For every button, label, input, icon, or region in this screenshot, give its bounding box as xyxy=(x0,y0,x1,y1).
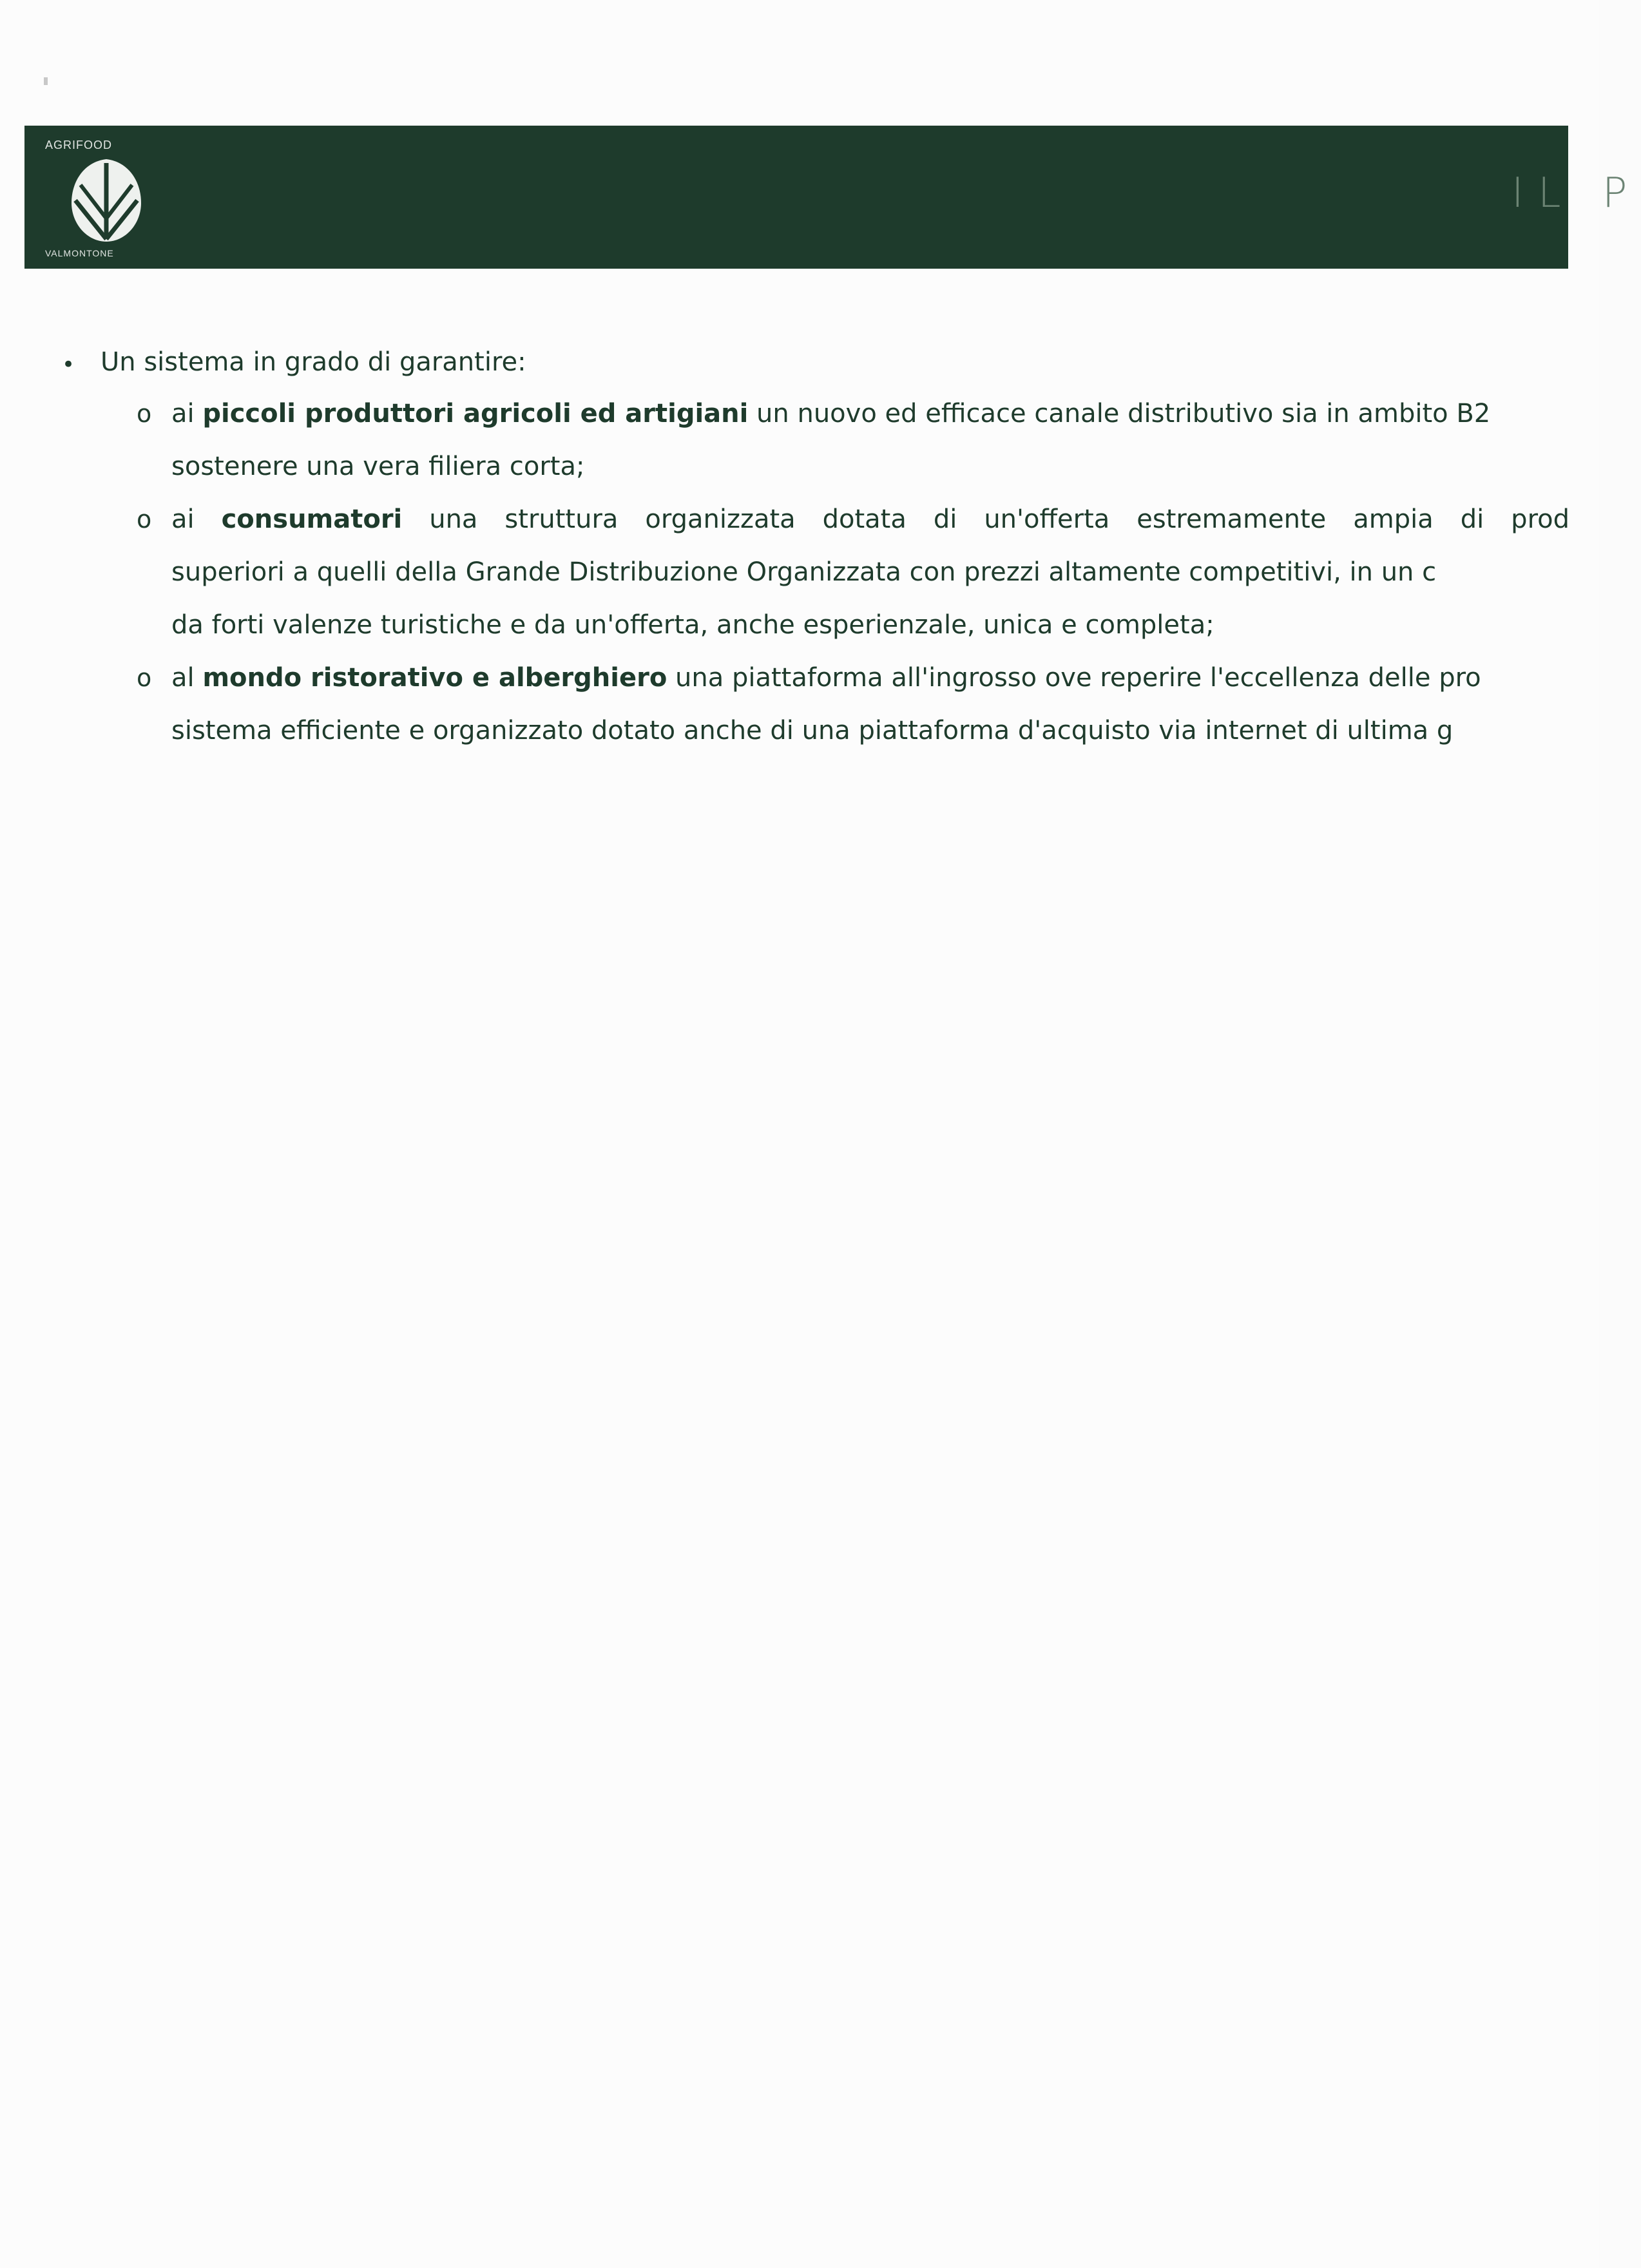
item-3-line-1: al mondo ristorativo e alberghiero una piattaforma all'ingrosso ove reperire l'eccellenza delle pro xyxy=(171,663,1481,693)
sub-bullet-1: o xyxy=(137,399,152,428)
item-1-line-1: ai piccoli produttori agricoli ed artigiani un nuovo ed efficace canale distributivo sia in ambito B2 xyxy=(171,399,1491,428)
item-2-bold: consumatori xyxy=(221,505,403,534)
sub-bullet-3: o xyxy=(137,664,152,692)
sub-bullet-2: o xyxy=(137,505,152,533)
page-title: IL P xyxy=(1511,169,1641,217)
item-2-line-1: ai consumatori una struttura organizzata dotata di un'offerta estremamente ampia di prod xyxy=(171,505,1569,534)
item-1-bold: piccoli produttori agricoli ed artigiani xyxy=(202,399,749,428)
item-3-bold: mondo ristorativo e alberghiero xyxy=(202,663,667,693)
item-1-line-2: sostenere una vera filiera corta; xyxy=(171,452,585,481)
intro-text: Un sistema in grado di garantire: xyxy=(101,347,526,377)
logo-top-text: AGRIFOOD xyxy=(45,139,113,151)
bullet-dot: • xyxy=(62,352,75,378)
item-2-line-2: superiori a quelli della Grande Distribuzione Organizzata con prezzi altamente competitivi, in un c xyxy=(171,557,1437,587)
item-2-line-3: da forti valenze turistiche e da un'offerta, anche esperienzale, unica e completa; xyxy=(171,610,1214,640)
item-3-line-2: sistema efficiente e organizzato dotato anche di una piattaforma d'acquisto via internet di ultima g xyxy=(171,716,1454,745)
logo-bottom-text: VALMONTONE xyxy=(45,248,114,258)
